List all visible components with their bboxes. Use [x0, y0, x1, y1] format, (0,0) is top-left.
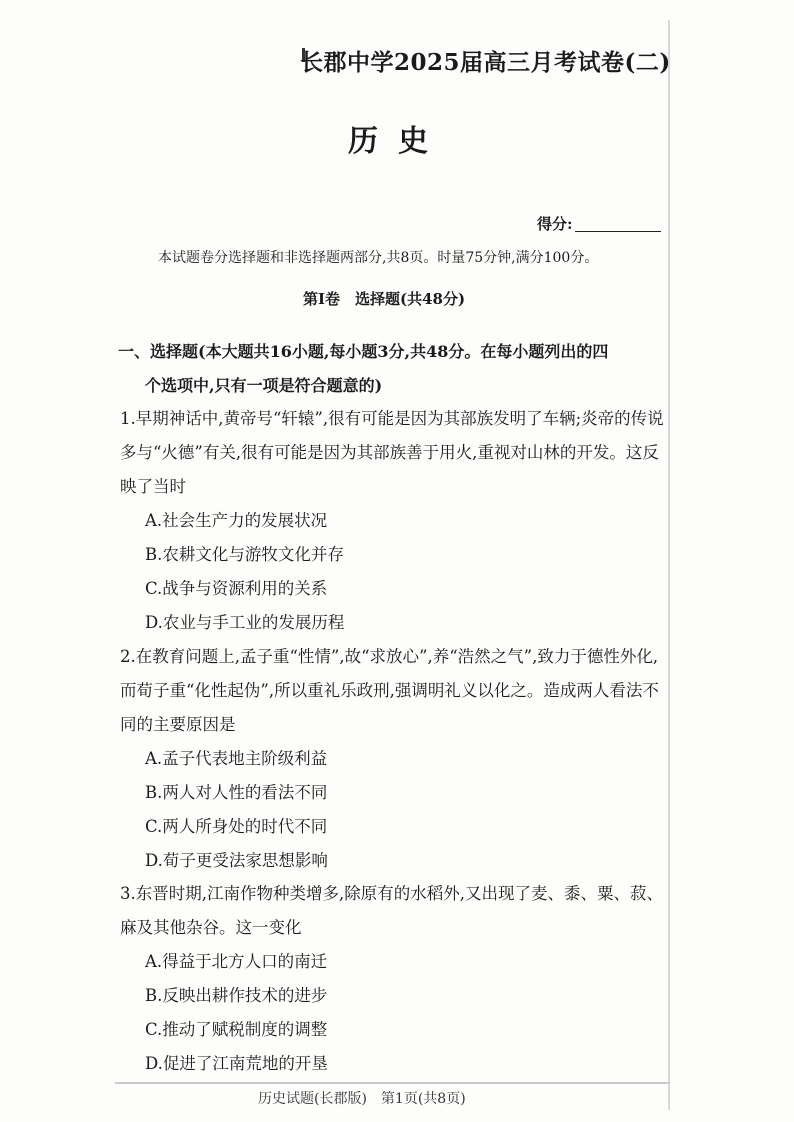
question-stem: 2.在教育问题上,孟子重“性情”,故“求放心”,养“浩然之气”,致力于德性外化,而荀子重“化性起伪”,所以重礼乐政刑,强调明礼义以化之。造成两人看法不同的主要原因是 — [120, 647, 659, 734]
option-c: C.两人所身处的时代不同 — [145, 817, 328, 836]
option-c: C.推动了赋税制度的调整 — [145, 1020, 328, 1039]
option-d: D.促进了江南荒地的开垦 — [145, 1054, 328, 1073]
option-d: D.荀子更受法家思想影响 — [145, 851, 328, 870]
page-edge-divider — [668, 20, 670, 1110]
option-c: C.战争与资源利用的关系 — [145, 579, 328, 598]
score-blank-line — [575, 231, 661, 232]
score-label: 得分: — [537, 215, 573, 233]
question-stem: 3.东晋时期,江南作物种类增多,除原有的水稻外,又出现了麦、黍、粟、菽、麻及其他杂谷。这一变化 — [120, 884, 663, 937]
option-b: B.反映出耕作技术的进步 — [145, 986, 328, 1005]
question-3 — [120, 877, 666, 1081]
part-heading — [118, 335, 666, 403]
section-title: 第Ⅰ卷 选择题(共48分) — [303, 290, 466, 308]
exam-instructions: 本试题卷分选择题和非选择题两部分,共8页。时量75分钟,满分100分。 — [158, 250, 599, 266]
option-b: B.农耕文化与游牧文化并存 — [145, 545, 344, 564]
score-field — [537, 213, 661, 234]
option-b: B.两人对人性的看法不同 — [145, 783, 328, 802]
subject-title: 历史 — [348, 124, 448, 159]
question-2 — [120, 640, 666, 878]
page-footer: 历史试题(长郡版) 第1页(共8页) — [258, 1091, 466, 1107]
question-1 — [120, 402, 666, 640]
option-d: D.农业与手工业的发展历程 — [145, 613, 345, 632]
school-title: 长郡中学2025届高三月考试卷(二) — [300, 49, 671, 76]
part-heading-line-1: 一、选择题(本大题共16小题,每小题3分,共48分。在每小题列出的四 — [118, 342, 609, 361]
option-a: A.得益于北方人口的南迁 — [145, 952, 328, 971]
option-a: A.孟子代表地主阶级利益 — [145, 749, 328, 768]
part-heading-line-2: 个选项中,只有一项是符合题意的) — [145, 376, 383, 395]
option-a: A.社会生产力的发展状况 — [145, 511, 328, 530]
page-bottom-edge — [115, 1082, 670, 1084]
question-stem: 1.早期神话中,黄帝号“轩辕”,很有可能是因为其部族发明了车辆;炎帝的传说多与“火德”有关,很有可能是因为其部族善于用火,重视对山林的开发。这反映了当时 — [120, 409, 664, 496]
